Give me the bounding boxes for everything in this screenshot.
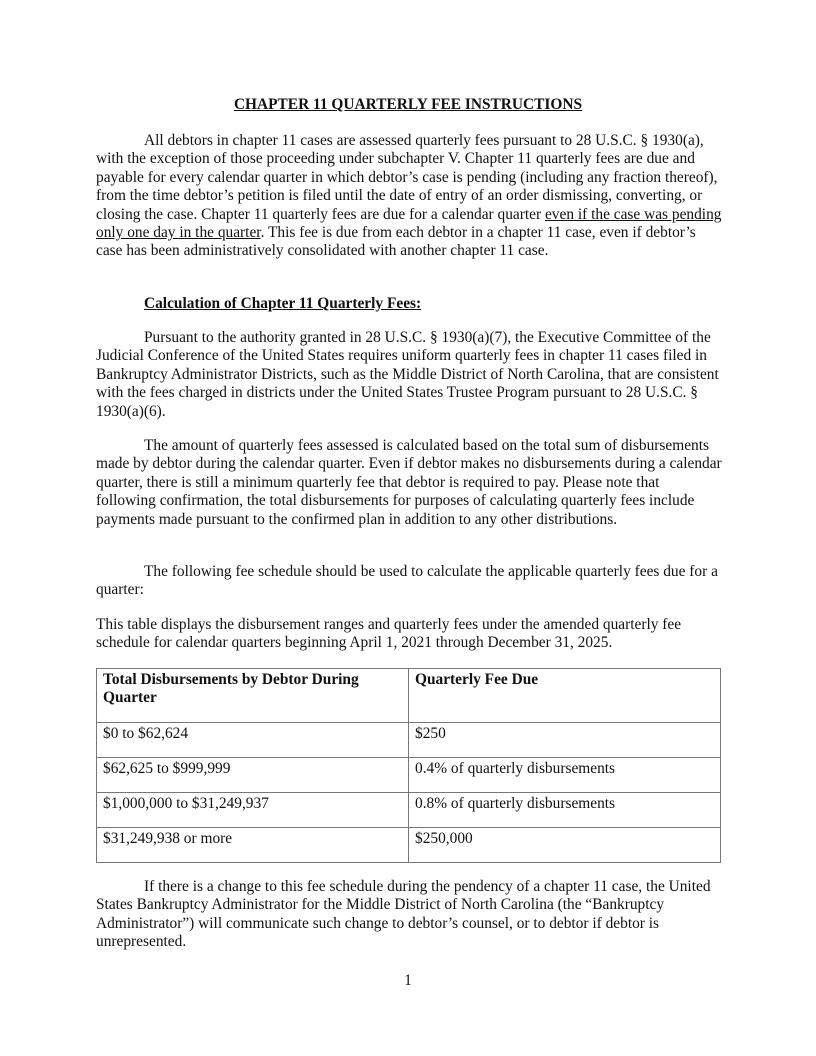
table-row <box>97 828 721 863</box>
calculation-paragraph: The amount of quarterly fees assessed is calculated based on the total sum of disbursements made by debtor during the calendar quarter. Even if debtor makes no disbursements during a calendar quarter, there is still a minimum quarterly fee that debtor is required to pay. Please note that following confirmation, the total disbursements for purposes of calculating quarterly fees include payments made pursuant to the confirmed plan in addition to any other distributions. <box>96 437 722 528</box>
section-heading <box>96 295 722 313</box>
page-title: CHAPTER 11 QUARTERLY FEE INSTRUCTIONS <box>233 96 583 113</box>
disbursement-range: $0 to $62,624 <box>97 723 409 758</box>
fee-schedule-table <box>96 668 721 863</box>
intro-text-end: . This fee is due from each debtor in a chapter 11 case, even if debtor’s case has been administratively consolidated with another chapter 11 case. <box>96 224 696 260</box>
disbursement-range: $31,249,938 or more <box>97 828 409 863</box>
disbursement-range: $62,625 to $999,999 <box>97 758 409 793</box>
table-caption: This table displays the disbursement ranges and quarterly fees under the amended quarterly fee schedule for calendar quarters beginning April 1, 2021 through December 31, 2025. <box>96 616 682 652</box>
fee-due: 0.8% of quarterly disbursements <box>409 793 721 828</box>
table-row <box>97 793 721 828</box>
table-row <box>97 723 721 758</box>
fee-due: 0.4% of quarterly disbursements <box>409 758 721 793</box>
intro-underlined-text: even if the case was pending only one day in the quarter <box>96 205 722 242</box>
fee-change-paragraph: If there is a change to this fee schedule during the pendency of a chapter 11 case, the United States Bankruptcy Administrator for the Middle District of North Carolina (the “Bankruptcy Administrator”) will communicate such change to debtor’s counsel, or to debtor if debtor is unrepresented. <box>96 878 711 951</box>
intro-text: All debtors in chapter 11 cases are assessed quarterly fees pursuant to 28 U.S.C. § 1930(a), with the exception of those proceeding under subchapter V. Chapter 11 quarterly fees are due and payable for every calendar quarter in which debtor’s case is pending (including any fraction thereof), from the time debtor’s petition is filed until the date of entry of an order dismissing, converting, or closing the case. Chapter 11 quarterly fees are due for a calendar quarter <box>96 132 718 223</box>
intro-paragraph <box>96 132 722 261</box>
fee-due: $250 <box>409 723 721 758</box>
header-fee: Quarterly Fee Due <box>409 669 721 723</box>
header-disbursements: Total Disbursements by Debtor During Quarter <box>97 669 409 723</box>
authority-paragraph: Pursuant to the authority granted in 28 U.S.C. § 1930(a)(7), the Executive Committee of the Judicial Conference of the United States requires uniform quarterly fees in chapter 11 cases filed in Bankruptcy Administrator Districts, such as the Middle District of North Carolina, that are consistent with the fees charged in districts under the United States Trustee Program pursuant to 28 U.S.C. § 1930(a)(6). <box>96 329 719 420</box>
calculation-heading: Calculation of Chapter 11 Quarterly Fees: <box>144 295 422 312</box>
fee-schedule-intro: The following fee schedule should be used to calculate the applicable quarterly fees due for a quarter: <box>96 563 718 599</box>
table-row <box>97 758 721 793</box>
disbursement-range: $1,000,000 to $31,249,937 <box>97 793 409 828</box>
fee-due: $250,000 <box>409 828 721 863</box>
page-number: 1 <box>404 972 412 989</box>
table-header-row <box>97 669 721 723</box>
